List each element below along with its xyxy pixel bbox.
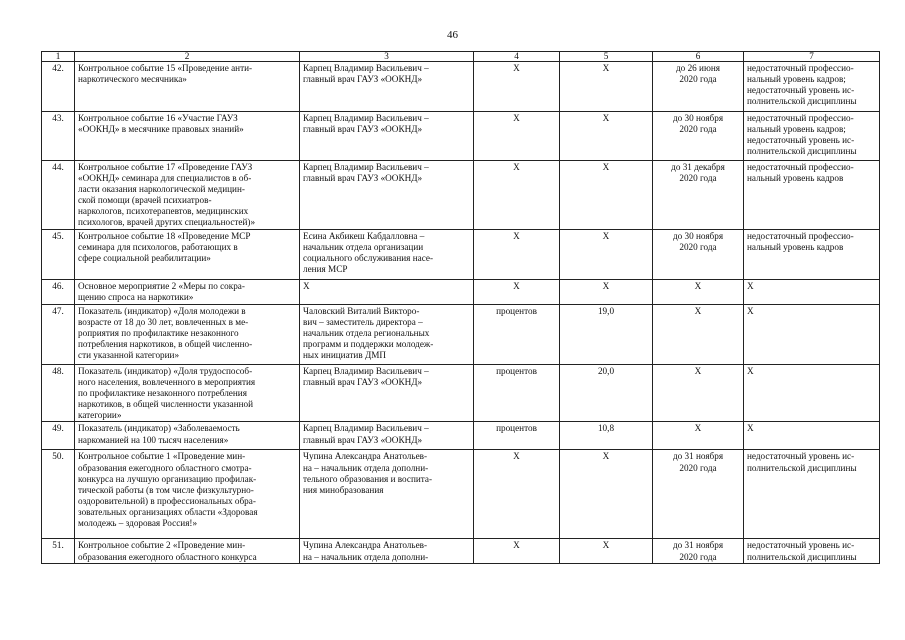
row-number-cell: 48.: [42, 365, 75, 422]
event-name-cell: [75, 450, 300, 539]
responsible-cell-line: главный врач ГАУЗ «ООКНД»: [303, 124, 423, 135]
table-row: [42, 161, 880, 230]
event-name-cell-line: Контрольное событие 17 «Проведение ГАУЗ: [78, 162, 253, 172]
risk-cell: [744, 161, 880, 230]
unit-cell: X: [474, 230, 560, 280]
responsible-cell: [300, 62, 474, 112]
column-number-cell: 2: [75, 52, 300, 62]
event-name-cell-line: тической работы (в том числе физкультурно-: [78, 484, 254, 495]
risk-cell: [744, 112, 880, 161]
responsible-cell-line: главный врач ГАУЗ «ООКНД»: [303, 434, 423, 445]
responsible-cell-line: на – начальник отдела дополни-: [303, 462, 429, 473]
risk-cell-line: недостаточный профессио-: [747, 162, 854, 172]
risk-cell: [744, 305, 880, 365]
event-name-cell-line: ного населения, вовлеченного в мероприятия: [78, 377, 256, 388]
responsible-cell: [300, 539, 474, 563]
deadline-cell: [653, 230, 744, 280]
event-name-cell-line: Контрольное событие 15 «Проведение анти-: [78, 63, 253, 73]
deadline-cell-line: 2020 года: [679, 462, 717, 473]
risk-cell-line: недостаточный профессио-: [747, 63, 854, 73]
responsible-cell-line: главный врач ГАУЗ «ООКНД»: [303, 377, 423, 388]
risk-cell: [744, 422, 880, 450]
responsible-cell: [300, 305, 474, 365]
event-name-cell: [75, 422, 300, 450]
risk-cell: [744, 365, 880, 422]
deadline-cell-line: X: [694, 366, 702, 376]
deadline-cell: [653, 305, 744, 365]
responsible-cell: [300, 161, 474, 230]
risk-cell: [744, 280, 880, 305]
deadline-cell: [653, 365, 744, 422]
deadline-cell-line: 2020 года: [679, 173, 717, 184]
deadline-cell: [653, 112, 744, 161]
column-number-row: [42, 52, 880, 62]
value-cell: X: [560, 112, 653, 161]
event-name-cell-line: конкурса на лучшую организацию профилак-: [78, 473, 257, 484]
event-name-cell: [75, 161, 300, 230]
row-number-cell: 46.: [42, 280, 75, 305]
responsible-cell-line: Карпец Владимир Васильевич –: [303, 162, 429, 172]
risk-cell-line: недостаточный уровень ис-: [747, 451, 855, 462]
unit-cell: процентов: [474, 365, 560, 422]
event-name-cell-line: наркотического месячника»: [78, 74, 187, 85]
table-row: [42, 112, 880, 161]
risk-cell-line: X: [747, 306, 754, 316]
event-name-cell-line: образования ежегодного областного конкурса: [78, 551, 257, 562]
table-row: [42, 62, 880, 112]
responsible-cell: [300, 112, 474, 161]
table-row: [42, 450, 880, 539]
value-cell: X: [560, 161, 653, 230]
event-name-cell-line: зовательных организациях области «Здоровая: [78, 506, 258, 517]
deadline-cell-line: до 31 ноября: [672, 451, 724, 462]
responsible-cell-line: Карпец Владимир Васильевич –: [303, 423, 429, 434]
responsible-cell-line: начальник отдела организации: [303, 242, 424, 253]
row-number-cell: 45.: [42, 230, 75, 280]
column-number-cell: 1: [42, 52, 75, 62]
event-name-cell-line: Показатель (индикатор) «Доля трудоспособ-: [78, 366, 253, 376]
deadline-cell: [653, 161, 744, 230]
risk-cell-line: полнительской дисциплины: [747, 551, 857, 562]
event-name-cell: [75, 112, 300, 161]
event-name-cell-line: сфере социальной реабилитации»: [78, 253, 211, 264]
deadline-cell: [653, 539, 744, 563]
responsible-cell-line: Карпец Владимир Васильевич –: [303, 366, 429, 376]
event-name-cell: [75, 539, 300, 563]
deadline-cell-line: 2020 года: [679, 124, 717, 135]
risk-cell-line: нальный уровень кадров: [747, 173, 844, 184]
value-cell: X: [560, 230, 653, 280]
risk-cell: [744, 450, 880, 539]
responsible-cell-line: начальник отдела региональных: [303, 328, 430, 339]
value-cell: 10,8: [560, 422, 653, 450]
responsible-cell-line: X: [303, 281, 310, 291]
deadline-cell-line: до 30 ноября: [672, 113, 724, 123]
value-cell: X: [560, 62, 653, 112]
risk-cell-line: X: [747, 423, 754, 434]
event-name-cell-line: сти указанной категории»: [78, 350, 180, 361]
deadline-cell-line: X: [694, 423, 702, 434]
deadline-cell: [653, 450, 744, 539]
responsible-cell-line: программ и поддержки молодеж-: [303, 339, 434, 350]
row-number-cell: 50.: [42, 450, 75, 539]
column-number-cell: 7: [744, 52, 880, 62]
risk-cell-line: полнительской дисциплины: [747, 146, 857, 157]
row-number-cell: 49.: [42, 422, 75, 450]
responsible-cell-line: Чупина Александра Анатольев-: [303, 451, 428, 462]
event-name-cell: [75, 230, 300, 280]
responsible-cell-line: ния минобразования: [303, 484, 384, 495]
event-name-cell-line: психологов, врачей других специальностей)»: [78, 217, 256, 228]
responsible-cell: [300, 365, 474, 422]
event-name-cell-line: наркотиков, в общей численности указанной: [78, 399, 254, 410]
risk-cell-line: недостаточный профессио-: [747, 231, 854, 241]
responsible-cell-line: вич – заместитель директора –: [303, 317, 423, 328]
event-name-cell-line: молодежь – здоровая Россия!»: [78, 518, 198, 529]
event-name-cell-line: «ООКНД» семинара для специалистов в об-: [78, 173, 252, 184]
responsible-cell-line: тельного образования и воспита-: [303, 473, 433, 484]
unit-cell: X: [474, 112, 560, 161]
event-name-cell: [75, 62, 300, 112]
value-cell: 20,0: [560, 365, 653, 422]
value-cell: X: [560, 539, 653, 563]
deadline-cell: [653, 280, 744, 305]
event-name-cell: [75, 365, 300, 422]
responsible-cell-line: Чаловский Виталий Викторо-: [303, 306, 420, 316]
deadline-cell-line: 2020 года: [679, 551, 717, 562]
row-number-cell: 42.: [42, 62, 75, 112]
row-number-cell: 43.: [42, 112, 75, 161]
risk-cell-line: нальный уровень кадров;: [747, 124, 846, 135]
risk-cell: [744, 62, 880, 112]
deadline-cell-line: до 31 декабря: [671, 162, 725, 172]
event-name-cell-line: роприятия по профилактике незаконного: [78, 328, 239, 339]
risk-cell-line: недостаточный уровень ис-: [747, 135, 855, 146]
column-number-cell: 3: [300, 52, 474, 62]
deadline-cell-line: 2020 года: [679, 74, 717, 85]
responsible-cell: [300, 422, 474, 450]
deadline-cell-line: до 31 ноября: [672, 540, 724, 551]
responsible-cell: [300, 450, 474, 539]
table-row: [42, 230, 880, 280]
deadline-cell: [653, 422, 744, 450]
deadline-cell-line: X: [694, 306, 702, 316]
responsible-cell-line: Карпец Владимир Васильевич –: [303, 113, 429, 123]
deadline-cell-line: до 26 июня: [676, 63, 720, 73]
table-row: [42, 280, 880, 305]
risk-cell: [744, 230, 880, 280]
event-name-cell-line: Контрольное событие 1 «Проведение мин-: [78, 451, 246, 462]
event-name-cell-line: категории»: [78, 410, 122, 421]
deadline-cell: [653, 62, 744, 112]
row-number-cell: 51.: [42, 539, 75, 563]
table-row: [42, 422, 880, 450]
column-number-cell: 6: [653, 52, 744, 62]
deadline-cell-line: до 30 ноября: [672, 231, 724, 241]
risk-cell-line: X: [747, 281, 754, 291]
responsible-cell-line: на – начальник отдела дополни-: [303, 551, 429, 562]
unit-cell: X: [474, 161, 560, 230]
responsible-cell-line: Чупина Александра Анатольев-: [303, 540, 428, 551]
value-cell: X: [560, 450, 653, 539]
event-name-cell-line: Показатель (индикатор) «Заболеваемость: [78, 423, 240, 434]
value-cell: X: [560, 280, 653, 305]
value-cell: 19,0: [560, 305, 653, 365]
event-name-cell-line: по профилактике незаконного потребления: [78, 388, 247, 399]
risk-cell-line: X: [747, 366, 754, 376]
page-number: 46: [447, 29, 458, 41]
event-name-cell-line: Контрольное событие 16 «Участие ГАУЗ: [78, 113, 238, 123]
risk-cell-line: полнительской дисциплины: [747, 96, 857, 107]
event-name-cell: [75, 280, 300, 305]
deadline-cell-line: 2020 года: [679, 242, 717, 253]
row-number-cell: 47.: [42, 305, 75, 365]
responsible-cell-line: главный врач ГАУЗ «ООКНД»: [303, 173, 423, 184]
event-name-cell-line: Контрольное событие 18 «Проведение МСР: [78, 231, 251, 241]
event-name-cell-line: семинара для психологов, работающих в: [78, 242, 238, 253]
risk-cell: [744, 539, 880, 563]
table-row: [42, 365, 880, 422]
event-name-cell-line: оздоровительной) в профессиональных обра-: [78, 495, 256, 506]
risk-cell-line: нальный уровень кадров: [747, 242, 844, 253]
event-name-cell-line: щению спроса на наркотики»: [78, 292, 194, 303]
event-name-cell-line: потребления наркотиков, в общей численно-: [78, 339, 253, 350]
column-number-cell: 5: [560, 52, 653, 62]
responsible-cell-line: ных инициатив ДМП: [303, 350, 387, 361]
event-name-cell-line: Показатель (индикатор) «Доля молодежи в: [78, 306, 246, 316]
risk-cell-line: полнительской дисциплины: [747, 462, 857, 473]
event-name-cell-line: «ООКНД» в месячнике правовых знаний»: [78, 124, 244, 135]
risk-cell-line: недостаточный профессио-: [747, 113, 854, 123]
responsible-cell-line: ления МСР: [303, 264, 348, 275]
event-name-cell: [75, 305, 300, 365]
responsible-cell-line: Есина Акбикеш Кабдалловна –: [303, 231, 425, 241]
responsible-cell: [300, 230, 474, 280]
risk-cell-line: нальный уровень кадров;: [747, 74, 846, 85]
risk-cell-line: недостаточный уровень ис-: [747, 540, 855, 551]
event-name-cell-line: образования ежегодного областного смотра-: [78, 462, 252, 473]
deadline-cell-line: X: [694, 281, 702, 291]
event-name-cell-line: возрасте от 18 до 30 лет, вовлеченных в ме-: [78, 317, 249, 328]
responsible-cell: [300, 280, 474, 305]
event-name-cell-line: ской помощи (врачей психиатров-: [78, 195, 212, 206]
event-name-cell-line: наркоманией на 100 тысяч населения»: [78, 434, 229, 445]
risk-cell-line: недостаточный уровень ис-: [747, 85, 855, 96]
unit-cell: X: [474, 450, 560, 539]
event-name-cell-line: Контрольное событие 2 «Проведение мин-: [78, 540, 246, 551]
unit-cell: процентов: [474, 422, 560, 450]
plan-table: [41, 51, 880, 564]
unit-cell: X: [474, 62, 560, 112]
responsible-cell-line: главный врач ГАУЗ «ООКНД»: [303, 74, 423, 85]
event-name-cell-line: ласти оказания наркологической медицин-: [78, 184, 245, 195]
table-row: [42, 539, 880, 563]
column-number-cell: 4: [474, 52, 560, 62]
table-row: [42, 305, 880, 365]
event-name-cell-line: Основное мероприятие 2 «Меры по сокра-: [78, 281, 245, 291]
unit-cell: X: [474, 280, 560, 305]
row-number-cell: 44.: [42, 161, 75, 230]
event-name-cell-line: наркологов, психотерапевтов, медицинских: [78, 206, 249, 217]
unit-cell: X: [474, 539, 560, 563]
unit-cell: процентов: [474, 305, 560, 365]
responsible-cell-line: социального обслуживания насе-: [303, 253, 434, 264]
table-body: [42, 52, 880, 564]
responsible-cell-line: Карпец Владимир Васильевич –: [303, 63, 429, 73]
